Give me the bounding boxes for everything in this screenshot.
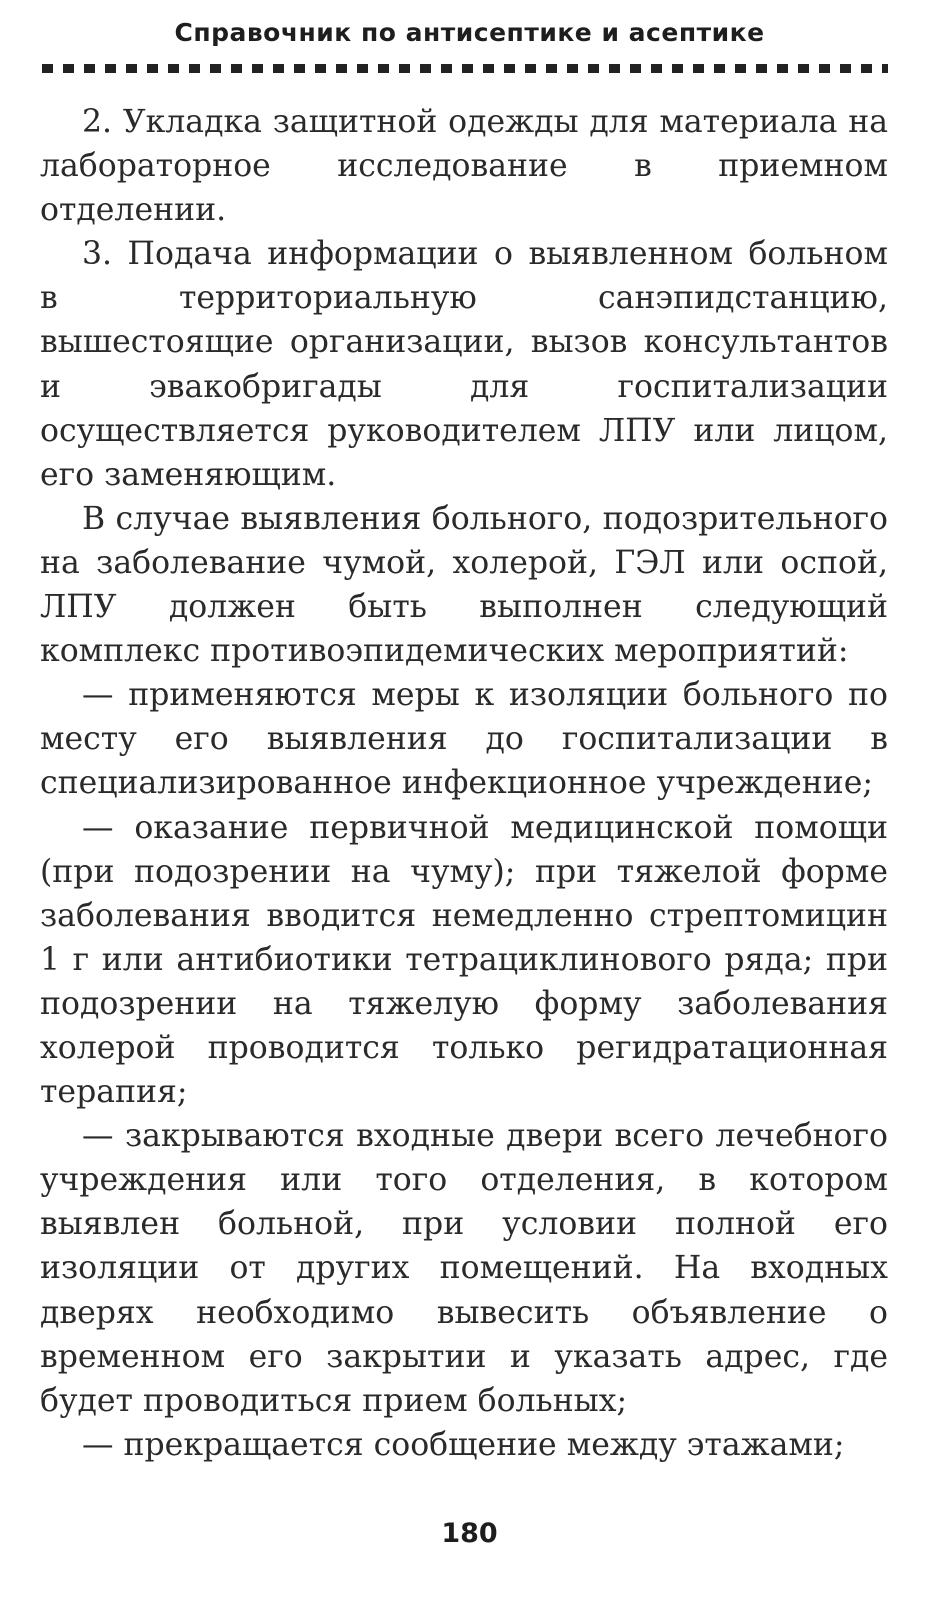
paragraph: — прекращается сообщение между этажами; (82, 1426, 845, 1463)
paragraph: 2. Укладка защитной одежды для материала на лабораторное исследование в приемном отделении. (40, 104, 888, 229)
page-body (40, 100, 888, 1467)
paragraph: — оказание первичной медицинской помощи (при подозрении на чуму); при тяжелой форме заболевания вводится немедленно стрептомицин 1 г или антибиотики тетрациклинового ряда; при подозрении на тяжелую форму заболевания холерой проводится только регидратационная терапия; (40, 809, 888, 1111)
paragraph: 3. Подача информации о выявленном больном в территориальную санэпидстанцию, вышестоящие организации, вызов консультантов и эвакобригады для госпитализации осуществляется руководителем ЛПУ или лицом, его заменяющим. (40, 236, 888, 493)
page-number: 180 (441, 1518, 498, 1549)
paragraph: — закрываются входные двери всего лечебного учреждения или того отделения, в котором выявлен больной, при условии полной его изоляции от других помещений. На входных дверях необходимо вывесить объявление о временном его закрытии и указать адрес, где будет проводиться прием больных; (40, 1118, 888, 1419)
paragraph: В случае выявления больного, подозрительного на заболевание чумой, холерой, ГЭЛ или оспой, ЛПУ должен быть выполнен следующий комплекс противоэпидемических мероприятий: (40, 500, 888, 670)
header-divider (42, 64, 888, 73)
paragraph: — применяются меры к изоляции больного по месту его выявления до госпитализации в специализированное инфекционное учреждение; (40, 677, 888, 802)
running-header: Справочник по антисептике и асептике (174, 18, 765, 47)
